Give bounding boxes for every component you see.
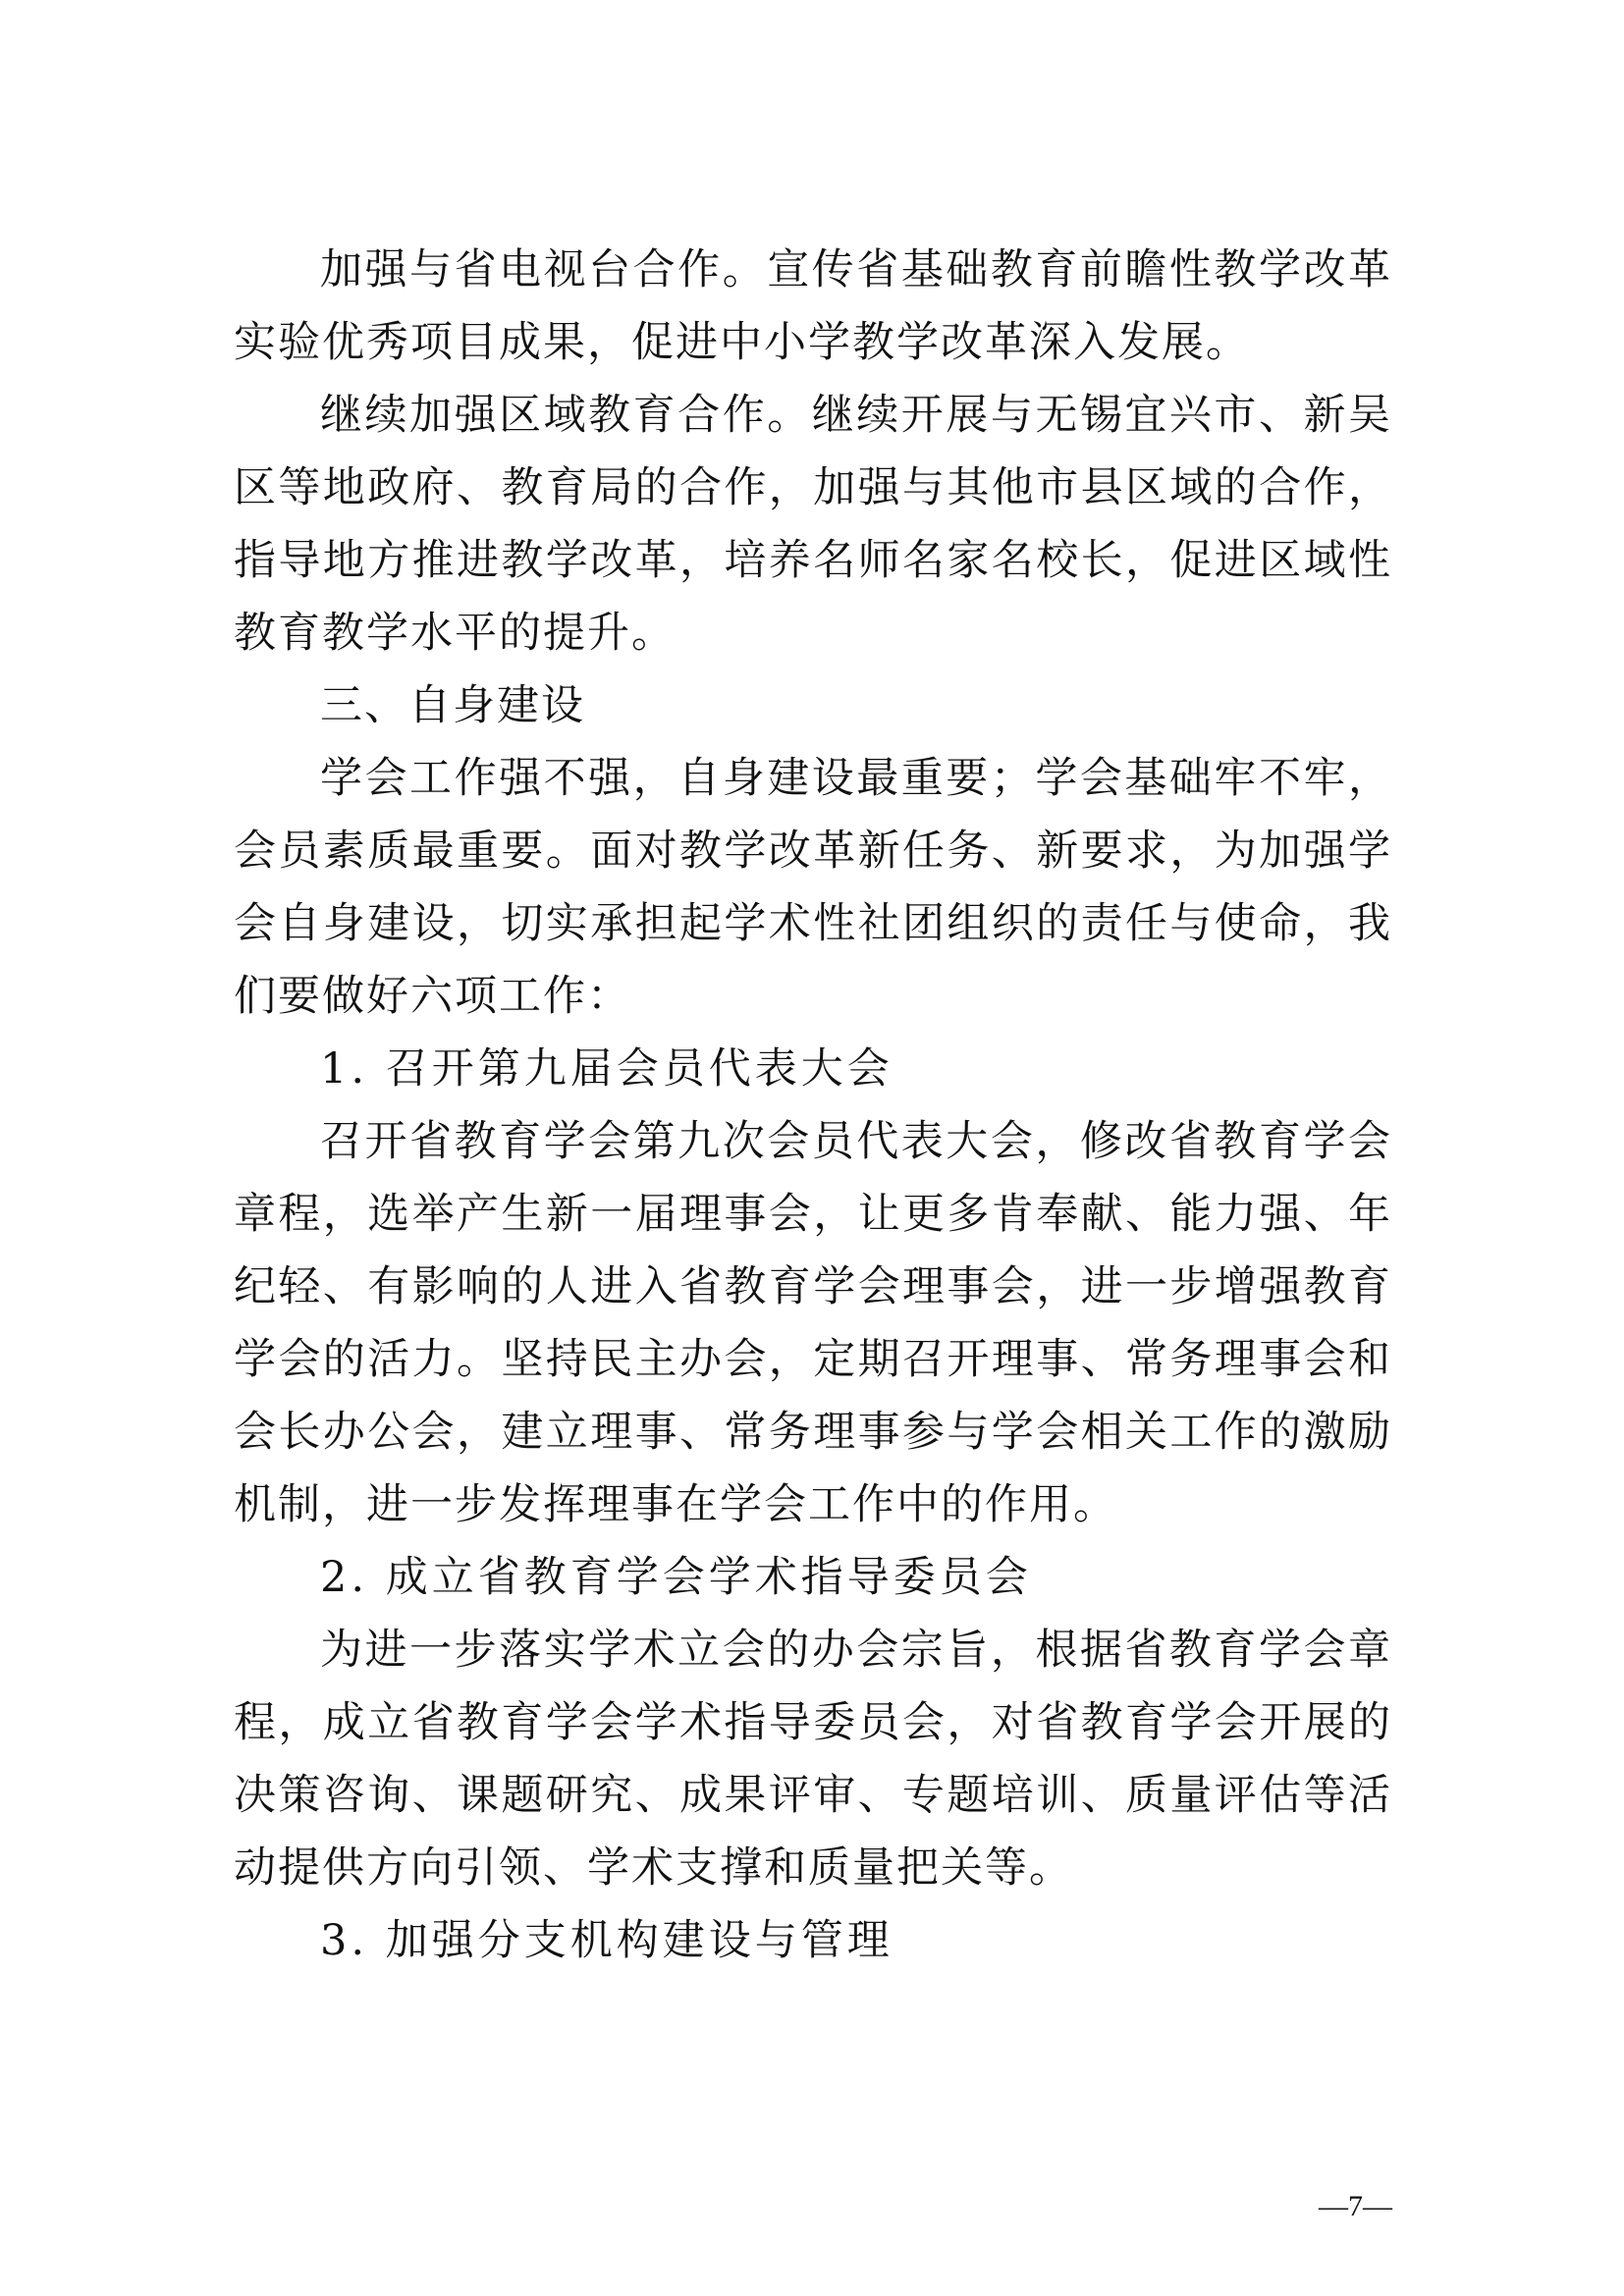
document-body <box>234 234 1392 1977</box>
paragraph-tv-cooperation: 加强与省电视台合作。宣传省基础教育前瞻性教学改革实验优秀项目成果，促进中小学教学改革深入发展。 <box>234 245 1392 367</box>
section-heading-self-building: 三、自身建设 <box>320 681 585 730</box>
page-number: —7— <box>1319 2190 1392 2222</box>
paragraph-academic-committee: 为进一步落实学术立会的办会宗旨，根据省教育学会章程，成立省教育学会学术指导委员会，对省教育学会开展的决策咨询、课题研究、成果评审、专题培训、质量评估等活动提供方向引领、学术支撑和质量把关等。 <box>234 1626 1392 1893</box>
paragraph-self-building-intro: 学会工作强不强，自身建设最重要；学会基础牢不牢，会员素质最重要。面对教学改革新任务、新要求，为加强学会自身建设，切实承担起学术性社团组织的责任与使命，我们要做好六项工作： <box>234 754 1392 1021</box>
subheading-branch-management: 3. 加强分支机构建设与管理 <box>320 1916 893 1965</box>
subheading-academic-committee: 2. 成立省教育学会学术指导委员会 <box>320 1553 1032 1602</box>
subheading-member-congress: 1. 召开第九届会员代表大会 <box>320 1044 893 1094</box>
paragraph-member-congress: 召开省教育学会第九次会员代表大会，修改省教育学会章程，选举产生新一届理事会，让更多肯奉献、能力强、年纪轻、有影响的人进入省教育学会理事会，进一步增强教育学会的活力。坚持民主办会，定期召开理事、常务理事会和会长办公会，建立理事、常务理事参与学会相关工作的激励机制，进一步发挥理事在学会工作中的作用。 <box>234 1117 1392 1529</box>
paragraph-regional-cooperation: 继续加强区域教育合作。继续开展与无锡宜兴市、新吴区等地政府、教育局的合作，加强与其他市县区域的合作，指导地方推进教学改革，培养名师名家名校长，促进区域性教育教学水平的提升。 <box>234 391 1392 658</box>
